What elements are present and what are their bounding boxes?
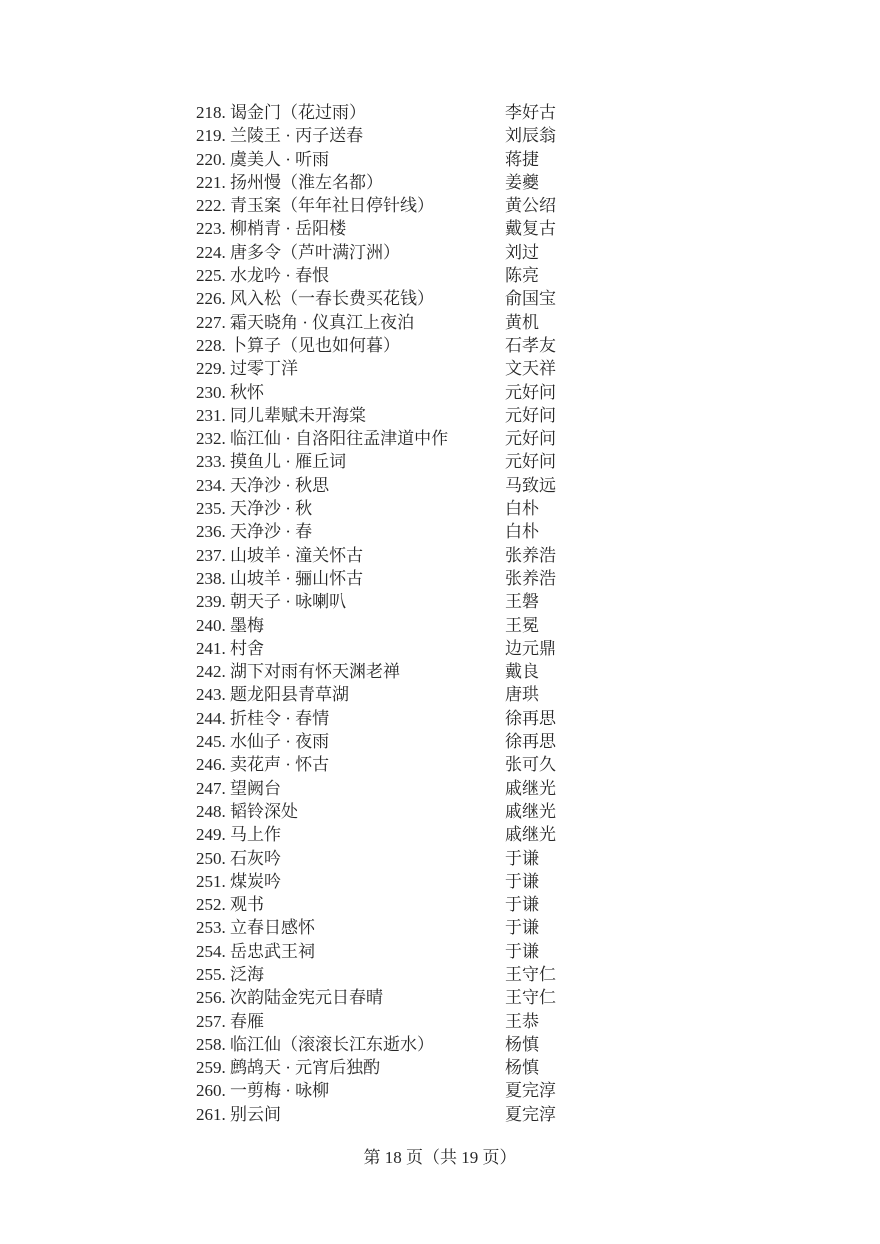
item-number: 253. xyxy=(196,918,226,938)
item-title: 山坡羊 · 潼关怀古 xyxy=(230,545,364,565)
item-title: 立春日感怀 xyxy=(230,918,315,938)
item-number: 261. xyxy=(196,1104,226,1124)
item-number: 243. xyxy=(196,685,226,705)
item-number: 225. xyxy=(196,266,226,286)
list-item xyxy=(196,101,836,124)
item-author: 唐珙 xyxy=(505,685,539,705)
list-item xyxy=(196,1056,836,1079)
item-title: 朝天子 · 咏喇叭 xyxy=(230,592,347,612)
item-title: 卜算子（见也如何暮） xyxy=(230,335,400,355)
item-author: 黄机 xyxy=(505,312,539,332)
item-number: 244. xyxy=(196,708,226,728)
item-title: 湖下对雨有怀天渊老禅 xyxy=(230,662,400,682)
item-title: 临江仙 · 自洛阳往孟津道中作 xyxy=(230,429,449,449)
list-item xyxy=(196,753,836,776)
item-title: 谒金门（花过雨） xyxy=(230,103,366,122)
item-number: 255. xyxy=(196,964,226,984)
item-number: 226. xyxy=(196,289,226,309)
item-author: 陈亮 xyxy=(505,266,539,286)
item-author: 夏完淳 xyxy=(505,1081,556,1101)
item-number: 230. xyxy=(196,382,226,402)
item-number: 240. xyxy=(196,615,226,635)
list-item xyxy=(196,1103,836,1126)
item-author: 元好问 xyxy=(505,382,556,402)
item-author: 石孝友 xyxy=(505,335,556,355)
item-number: 221. xyxy=(196,172,226,192)
item-title: 青玉案（年年社日停针线） xyxy=(230,196,434,216)
item-title: 马上作 xyxy=(230,825,281,845)
item-author: 杨慎 xyxy=(505,1034,539,1054)
list-item xyxy=(196,870,836,893)
list-item xyxy=(196,567,836,590)
item-author: 边元鼎 xyxy=(505,638,556,658)
item-author: 黄公绍 xyxy=(505,196,556,216)
item-number: 235. xyxy=(196,499,226,519)
item-number: 234. xyxy=(196,475,226,495)
item-number: 232. xyxy=(196,429,226,449)
item-number: 237. xyxy=(196,545,226,565)
item-author: 张养浩 xyxy=(505,545,556,565)
list-item xyxy=(196,730,836,753)
item-number: 227. xyxy=(196,312,226,332)
item-title: 岳忠武王祠 xyxy=(230,941,315,961)
item-number: 260. xyxy=(196,1081,226,1101)
item-number: 229. xyxy=(196,359,226,379)
item-title: 墨梅 xyxy=(230,615,264,635)
item-author: 王冕 xyxy=(505,615,539,635)
item-number: 222. xyxy=(196,196,226,216)
list-item xyxy=(196,171,836,194)
item-title: 折桂令 · 春情 xyxy=(230,708,330,728)
item-author: 张可久 xyxy=(505,755,556,775)
item-number: 231. xyxy=(196,405,226,425)
item-author: 元好问 xyxy=(505,405,556,425)
item-number: 224. xyxy=(196,242,226,262)
item-number: 252. xyxy=(196,895,226,915)
item-author: 于谦 xyxy=(505,871,539,891)
item-title: 虞美人 · 听雨 xyxy=(230,149,330,169)
item-title: 村舍 xyxy=(230,638,264,658)
item-number: 223. xyxy=(196,219,226,239)
list-item xyxy=(196,847,836,870)
item-title: 春雁 xyxy=(230,1011,264,1031)
item-title: 石灰吟 xyxy=(230,848,281,868)
list-item xyxy=(196,520,836,543)
item-author: 夏完淳 xyxy=(505,1104,556,1124)
item-author: 于谦 xyxy=(505,848,539,868)
item-number: 228. xyxy=(196,335,226,355)
item-author: 白朴 xyxy=(505,522,539,542)
list-item xyxy=(196,963,836,986)
list-item xyxy=(196,614,836,637)
item-author: 俞国宝 xyxy=(505,289,556,309)
list-item xyxy=(196,241,836,264)
item-author: 王守仁 xyxy=(505,964,556,984)
list-item xyxy=(196,1033,836,1056)
item-title: 韬铃深处 xyxy=(230,801,298,821)
item-number: 236. xyxy=(196,522,226,542)
item-author: 蒋捷 xyxy=(505,149,539,169)
item-title: 天净沙 · 秋思 xyxy=(230,475,330,495)
list-item xyxy=(196,264,836,287)
item-number: 233. xyxy=(196,452,226,472)
list-item xyxy=(196,823,836,846)
item-number: 251. xyxy=(196,871,226,891)
list-item xyxy=(196,217,836,240)
item-author: 徐再思 xyxy=(505,732,556,752)
item-title: 别云间 xyxy=(230,1104,281,1124)
list-item xyxy=(196,450,836,473)
item-number: 250. xyxy=(196,848,226,868)
item-title: 鹧鸪天 · 元宵后独酌 xyxy=(230,1058,381,1078)
item-number: 245. xyxy=(196,732,226,752)
item-number: 242. xyxy=(196,662,226,682)
item-number: 239. xyxy=(196,592,226,612)
item-title: 次韵陆金宪元日春晴 xyxy=(230,988,383,1008)
item-title: 唐多令（芦叶满汀洲） xyxy=(230,242,400,262)
item-number: 249. xyxy=(196,825,226,845)
list-item xyxy=(196,777,836,800)
item-author: 于谦 xyxy=(505,941,539,961)
list-item xyxy=(196,474,836,497)
item-title: 同儿辈赋未开海棠 xyxy=(230,405,366,425)
item-number: 246. xyxy=(196,755,226,775)
item-author: 王恭 xyxy=(505,1011,539,1031)
item-number: 258. xyxy=(196,1034,226,1054)
item-author: 元好问 xyxy=(505,429,556,449)
item-author: 戚继光 xyxy=(505,825,556,845)
item-number: 254. xyxy=(196,941,226,961)
item-title: 水仙子 · 夜雨 xyxy=(230,732,330,752)
item-number: 241. xyxy=(196,638,226,658)
item-author: 刘辰翁 xyxy=(505,126,556,146)
item-author: 徐再思 xyxy=(505,708,556,728)
item-number: 248. xyxy=(196,801,226,821)
list-item xyxy=(196,311,836,334)
item-title: 山坡羊 · 骊山怀古 xyxy=(230,568,364,588)
item-title: 天净沙 · 春 xyxy=(230,522,313,542)
item-author: 刘过 xyxy=(505,242,539,262)
item-number: 257. xyxy=(196,1011,226,1031)
item-author: 于谦 xyxy=(505,918,539,938)
item-title: 过零丁洋 xyxy=(230,359,298,379)
item-number: 220. xyxy=(196,149,226,169)
item-title: 扬州慢（淮左名都） xyxy=(230,172,383,192)
item-number: 238. xyxy=(196,568,226,588)
list-item xyxy=(196,637,836,660)
item-author: 李好古 xyxy=(505,103,556,122)
list-item xyxy=(196,916,836,939)
item-number: 247. xyxy=(196,778,226,798)
item-author: 戴复古 xyxy=(505,219,556,239)
item-number: 219. xyxy=(196,126,226,146)
page-footer: 第 18 页（共 19 页） xyxy=(363,1148,517,1167)
list-item xyxy=(196,544,836,567)
item-title: 题龙阳县青草湖 xyxy=(230,685,349,705)
item-author: 白朴 xyxy=(505,499,539,519)
list-item xyxy=(196,986,836,1009)
list-item xyxy=(196,287,836,310)
item-author: 戴良 xyxy=(505,662,539,682)
item-author: 杨慎 xyxy=(505,1058,539,1078)
item-author: 王磐 xyxy=(505,592,539,612)
list-item xyxy=(196,404,836,427)
item-author: 于谦 xyxy=(505,895,539,915)
list-item xyxy=(196,1010,836,1033)
list-item xyxy=(196,124,836,147)
item-number: 259. xyxy=(196,1058,226,1078)
item-title: 秋怀 xyxy=(230,382,264,402)
poem-list xyxy=(196,101,836,1126)
list-item xyxy=(196,357,836,380)
list-item xyxy=(196,194,836,217)
list-item xyxy=(196,800,836,823)
item-number: 256. xyxy=(196,988,226,1008)
list-item xyxy=(196,893,836,916)
list-item xyxy=(196,660,836,683)
item-title: 卖花声 · 怀古 xyxy=(230,755,330,775)
item-title: 望阙台 xyxy=(230,778,281,798)
item-author: 戚继光 xyxy=(505,801,556,821)
item-title: 一剪梅 · 咏柳 xyxy=(230,1081,330,1101)
item-author: 王守仁 xyxy=(505,988,556,1008)
item-title: 柳梢青 · 岳阳楼 xyxy=(230,219,347,239)
list-item xyxy=(196,1079,836,1102)
list-item xyxy=(196,590,836,613)
list-item xyxy=(196,707,836,730)
item-number: 218. xyxy=(196,103,226,122)
list-item xyxy=(196,334,836,357)
item-title: 霜天晓角 · 仪真江上夜泊 xyxy=(230,312,415,332)
item-title: 天净沙 · 秋 xyxy=(230,499,313,519)
list-item xyxy=(196,381,836,404)
item-title: 风入松（一春长费买花钱） xyxy=(230,289,434,309)
item-title: 兰陵王 · 丙子送春 xyxy=(230,126,364,146)
item-author: 马致远 xyxy=(505,475,556,495)
item-author: 张养浩 xyxy=(505,568,556,588)
item-title: 摸鱼儿 · 雁丘词 xyxy=(230,452,347,472)
list-item xyxy=(196,148,836,171)
item-author: 元好问 xyxy=(505,452,556,472)
list-item xyxy=(196,427,836,450)
item-title: 水龙吟 · 春恨 xyxy=(230,266,330,286)
item-title: 临江仙（滚滚长江东逝水） xyxy=(230,1034,434,1054)
item-author: 文天祥 xyxy=(505,359,556,379)
list-item xyxy=(196,497,836,520)
list-item xyxy=(196,940,836,963)
item-author: 戚继光 xyxy=(505,778,556,798)
item-title: 煤炭吟 xyxy=(230,871,281,891)
item-title: 泛海 xyxy=(230,964,264,984)
item-title: 观书 xyxy=(230,895,264,915)
item-author: 姜夔 xyxy=(505,172,539,192)
list-item xyxy=(196,683,836,706)
